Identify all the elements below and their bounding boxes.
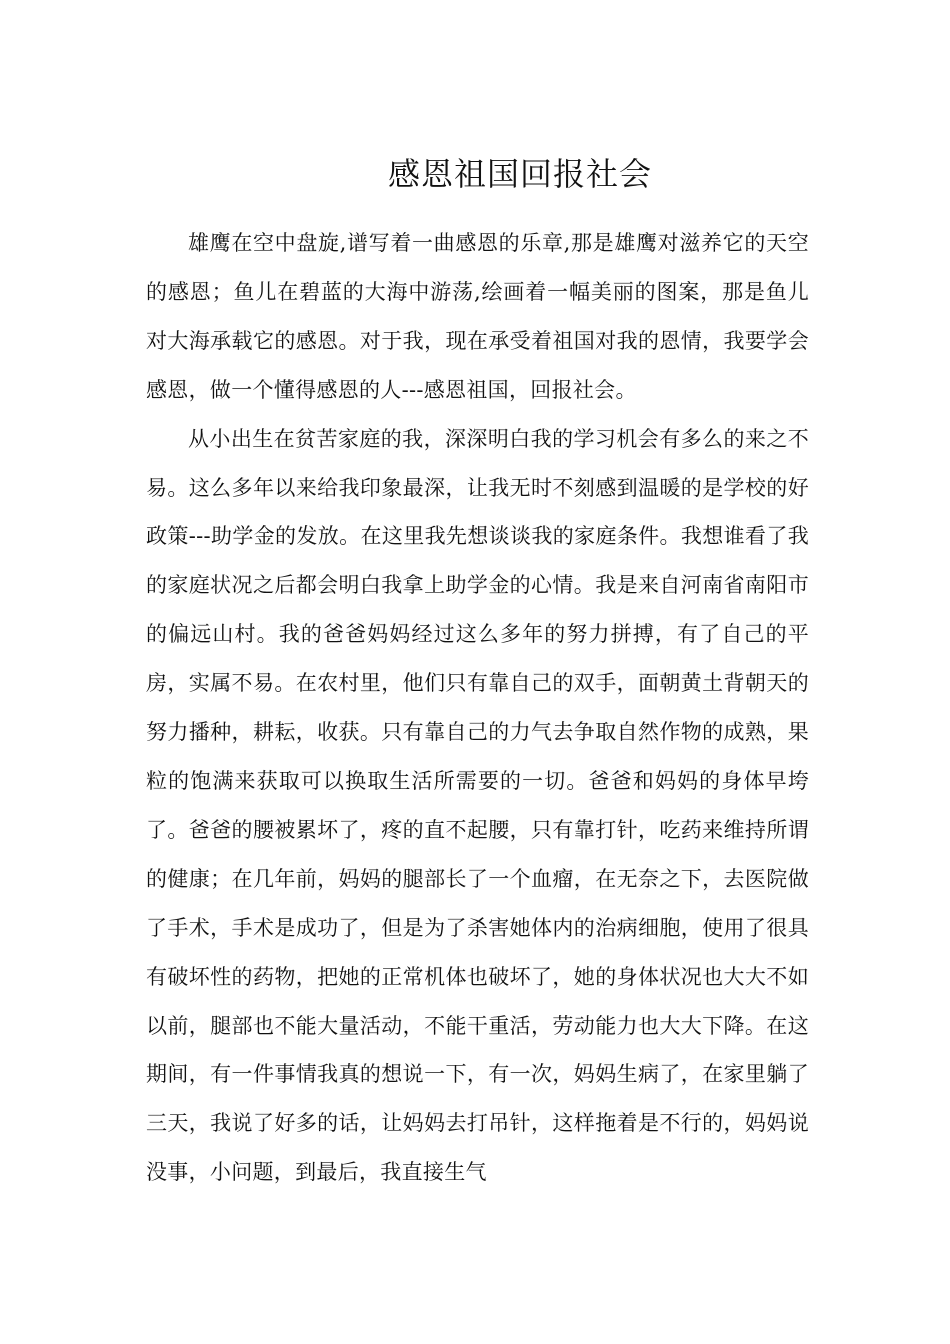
paragraph-1: 雄鹰在空中盘旋,谱写着一曲感恩的乐章,那是雄鹰对滋养它的天空的感恩；鱼儿在碧蓝的大海中游荡,绘画着一幅美丽的图案，那是鱼儿对大海承载它的感恩。对于我，现在承受着祖国对我的恩情，我要学会感恩，做一个懂得感恩的人---感恩祖国，回报社会。 xyxy=(146,231,809,402)
document-title: 感恩祖国回报社会 xyxy=(387,155,652,193)
paragraph-2: 从小出生在贫苦家庭的我，深深明白我的学习机会有多么的来之不易。这么多年以来给我印象最深，让我无时不刻感到温暖的是学校的好政策---助学金的发放。在这里我先想谈谈我的家庭条件。我想谁看了我的家庭状况之后都会明白我拿上助学金的心情。我是来自河南省南阳市的偏远山村。我的爸爸妈妈经过这么多年的努力拼搏，有了自己的平房，实属不易。在农村里，他们只有靠自己的双手，面朝黄土背朝天的努力播种，耕耘，收获。只有靠自己的力气去争取自然作物的成熟，果粒的饱满来获取可以换取生活所需要的一切。爸爸和妈妈的身体早垮了。爸爸的腰被累坏了，疼的直不起腰，只有靠打针，吃药来维持所谓的健康；在几年前，妈妈的腿部长了一个血瘤，在无奈之下，去医院做了手术，手术是成功了，但是为了杀害她体内的治病细胞，使用了很具有破坏性的药物，把她的正常机体也破坏了，她的身体状况也大大不如以前，腿部也不能大量活动，不能干重活，劳动能力也大大下降。在这期间，有一件事情我真的想说一下，有一次，妈妈生病了，在家里躺了三天，我说了好多的话，让妈妈去打吊针，这样拖着是不行的，妈妈说没事，小问题，到最后，我直接生气 xyxy=(146,426,809,1185)
document-body xyxy=(146,219,809,1197)
